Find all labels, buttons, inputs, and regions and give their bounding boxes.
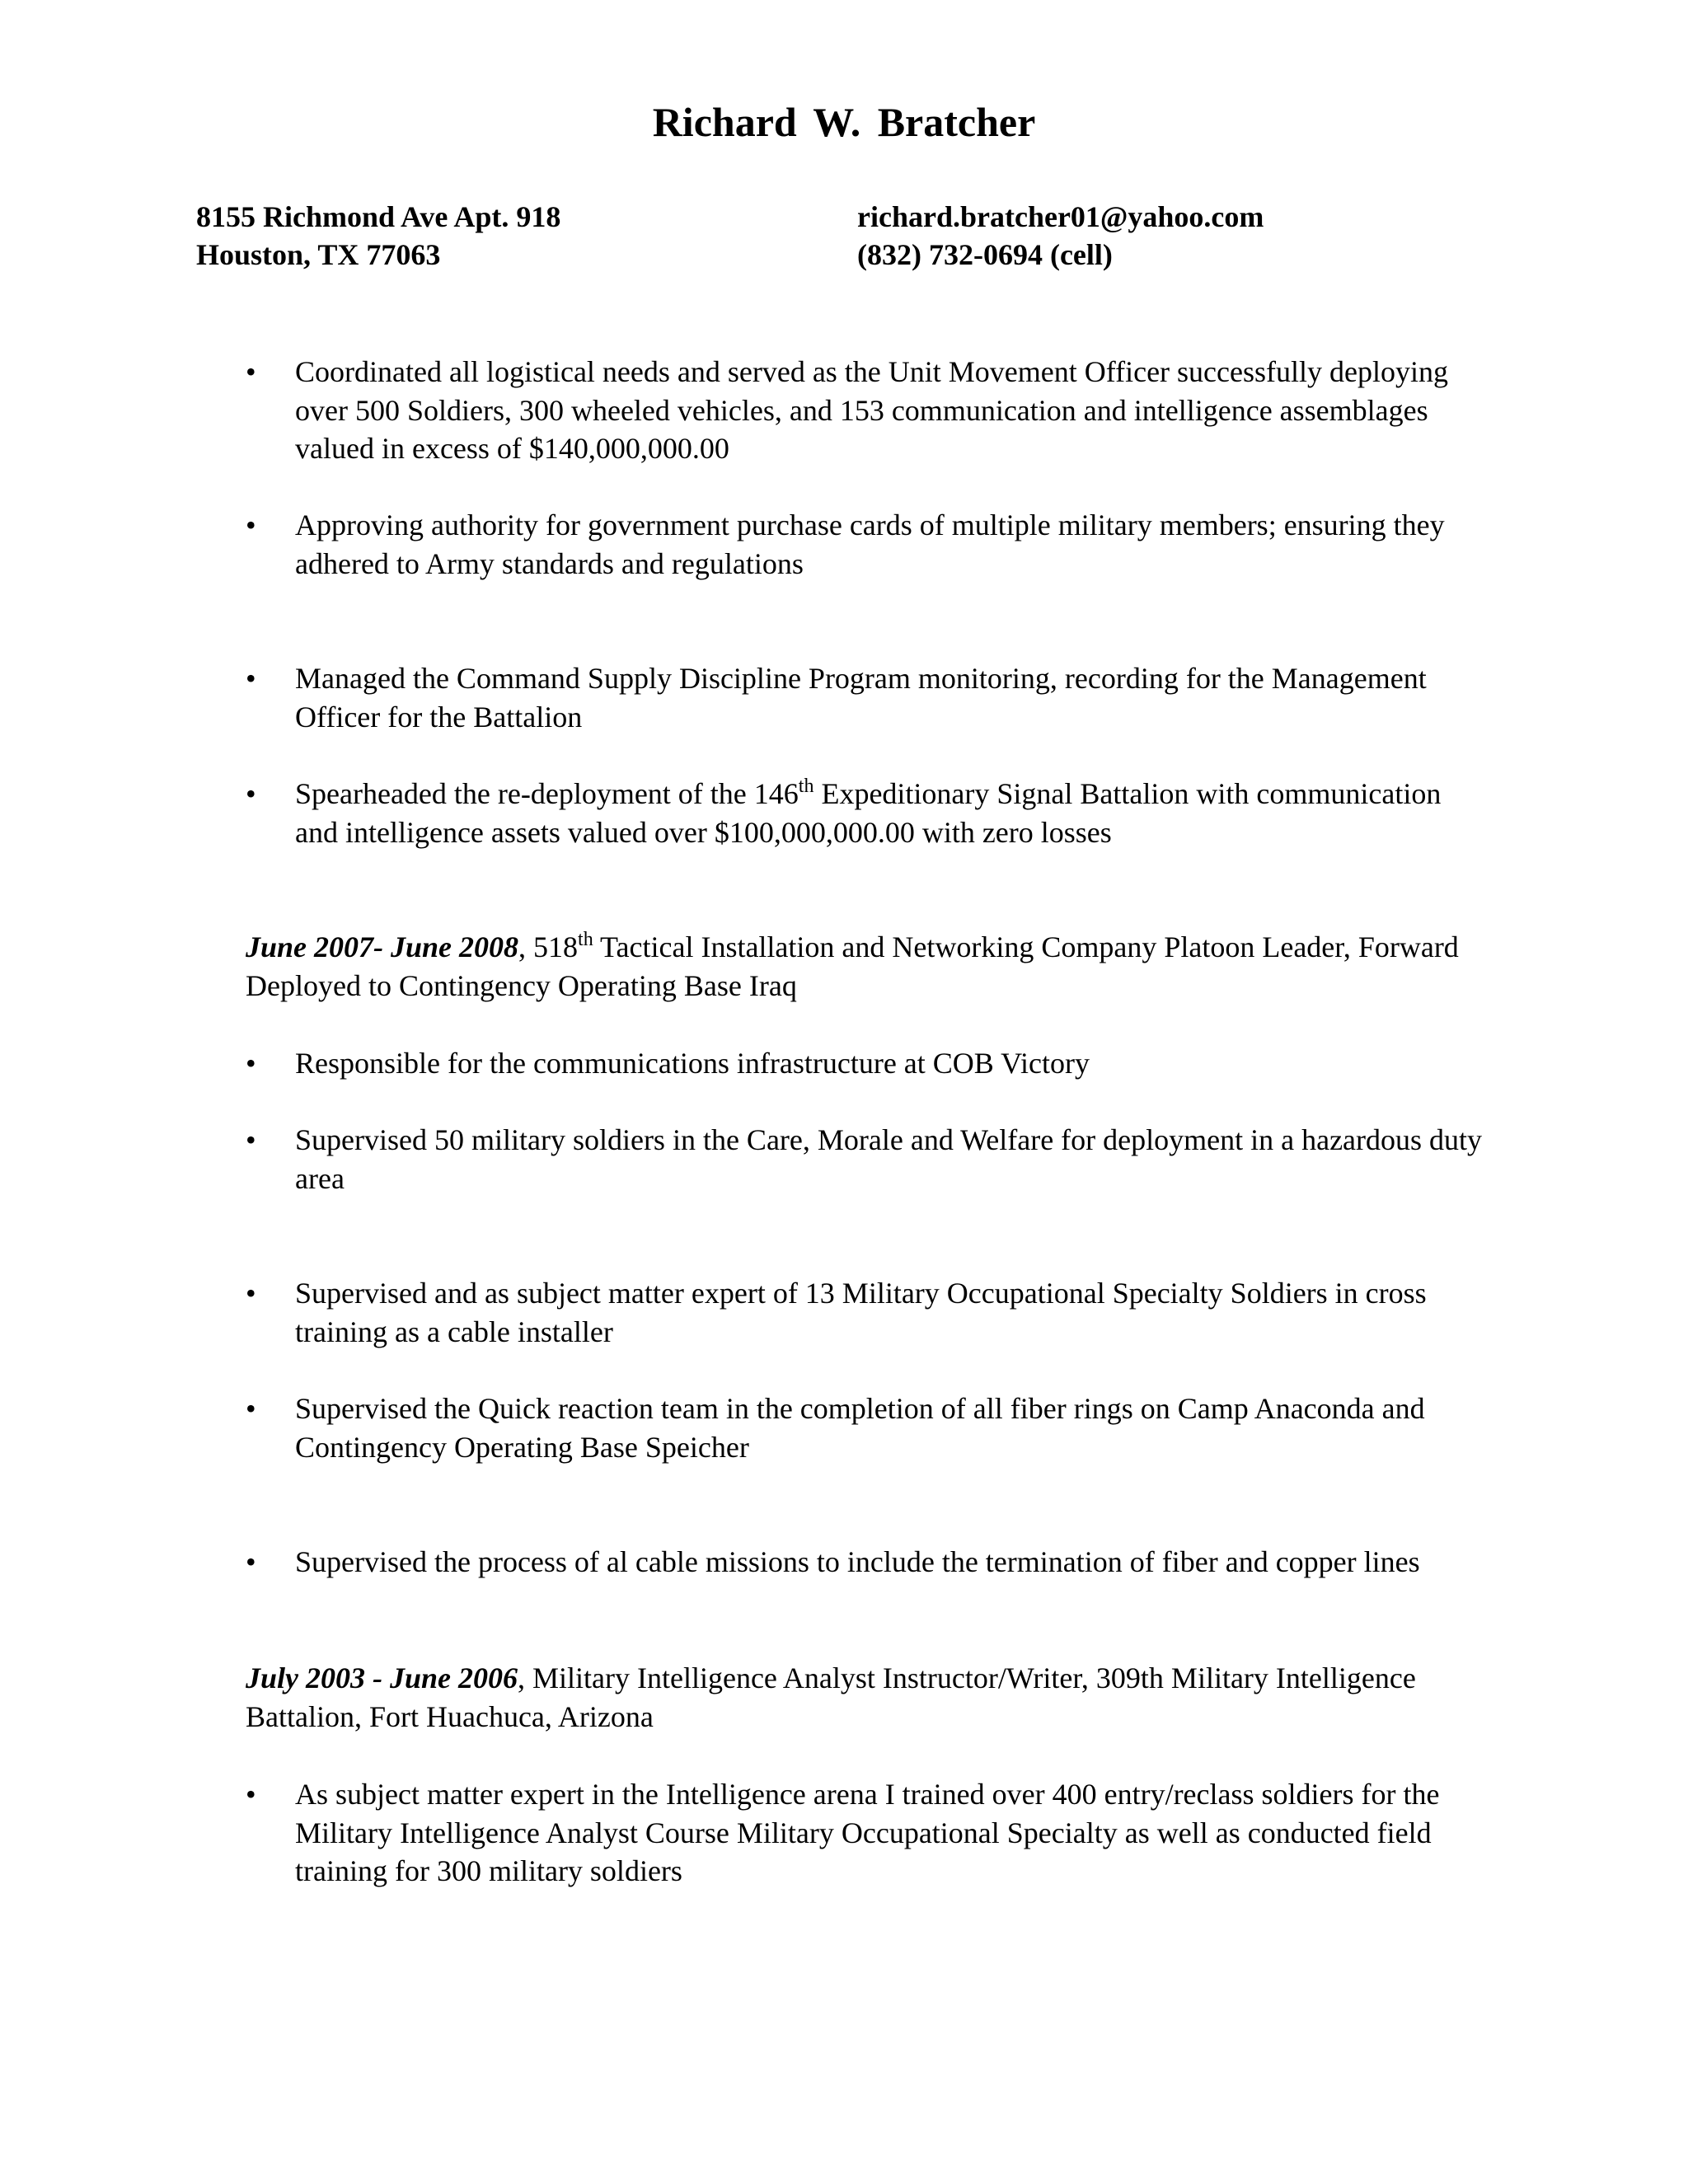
list-item: Coordinated all logistical needs and served as the Unit Movement Officer successfully deploying over 500 Soldiers, 300 wheeled vehicles, and 153 communication and intelligence assemblages valued in excess of $140,000,000.00: [295, 355, 1448, 465]
address-line-1: 8155 Richmond Ave Apt. 918: [196, 200, 561, 233]
list-item: Approving authority for government purchase cards of multiple military members; ensuring they adhered to Army standards and regulations: [295, 509, 1445, 580]
job-heading: [246, 928, 1482, 1005]
address-line-2: Houston, TX 77063: [196, 238, 441, 271]
contact-block: [857, 198, 1264, 274]
job-description: , Military Intelligence Analyst Instructor/Writer, 309th Military Intelligence Battalion, Fort Huachuca, Arizona: [246, 1661, 1416, 1733]
bullet-icon: •: [246, 509, 256, 541]
bullet-icon: •: [246, 1392, 256, 1425]
list-item: Supervised and as subject matter expert of 13 Military Occupational Specialty Soldiers in cross training as a cable installer: [295, 1277, 1427, 1348]
list-item: Supervised 50 military soldiers in the Care, Morale and Welfare for deployment in a hazardous duty area: [295, 1123, 1483, 1195]
list-item: Managed the Command Supply Discipline Program monitoring, recording for the Management Officer for the Battalion: [295, 662, 1427, 733]
phone-number: (832) 732-0694 (cell): [857, 238, 1113, 271]
job-heading: [246, 1659, 1482, 1736]
bullet-icon: •: [246, 777, 256, 810]
bullet-icon: •: [246, 1778, 256, 1811]
list-item: [295, 775, 1490, 851]
list-item-text: Spearheaded the re-deployment of the 146: [295, 777, 799, 810]
job-description: Tactical Installation and Networking Company Platoon Leader, Forward Deployed to Contingency Operating Base Iraq: [246, 930, 1459, 1002]
job-description: , 518: [518, 930, 579, 963]
job-dates: July 2003 - June 2006: [246, 1661, 518, 1694]
address-block: [196, 198, 560, 274]
bullet-icon: •: [246, 662, 256, 695]
ordinal-suffix: th: [578, 929, 593, 950]
bullet-icon: •: [246, 1123, 256, 1156]
list-item: As subject matter expert in the Intelligence arena I trained over 400 entry/reclass soldiers for the Military Intelligence Analyst Course Military Occupational Specialty as well as conducted field training for 300 military soldiers: [295, 1778, 1440, 1887]
ordinal-suffix: th: [798, 776, 814, 797]
bullet-icon: •: [246, 1545, 256, 1578]
list-item-text: Expeditionary Signal Battalion with communication and intelligence assets valued over $100,000,000.00 with zero losses: [295, 777, 1442, 849]
list-item: Supervised the process of al cable missions to include the termination of fiber and copper lines: [295, 1545, 1420, 1578]
job-dates: June 2007- June 2008: [246, 930, 519, 963]
list-item: Supervised the Quick reaction team in the completion of all fiber rings on Camp Anaconda and Contingency Operating Base Speicher: [295, 1392, 1425, 1464]
bullet-icon: •: [246, 1277, 256, 1310]
email-address: richard.bratcher01@yahoo.com: [857, 200, 1264, 233]
list-item: Responsible for the communications infrastructure at COB Victory: [295, 1047, 1090, 1080]
candidate-name: Richard W. Bratcher: [652, 99, 1036, 145]
bullet-icon: •: [246, 1047, 256, 1080]
bullet-icon: •: [246, 355, 256, 388]
